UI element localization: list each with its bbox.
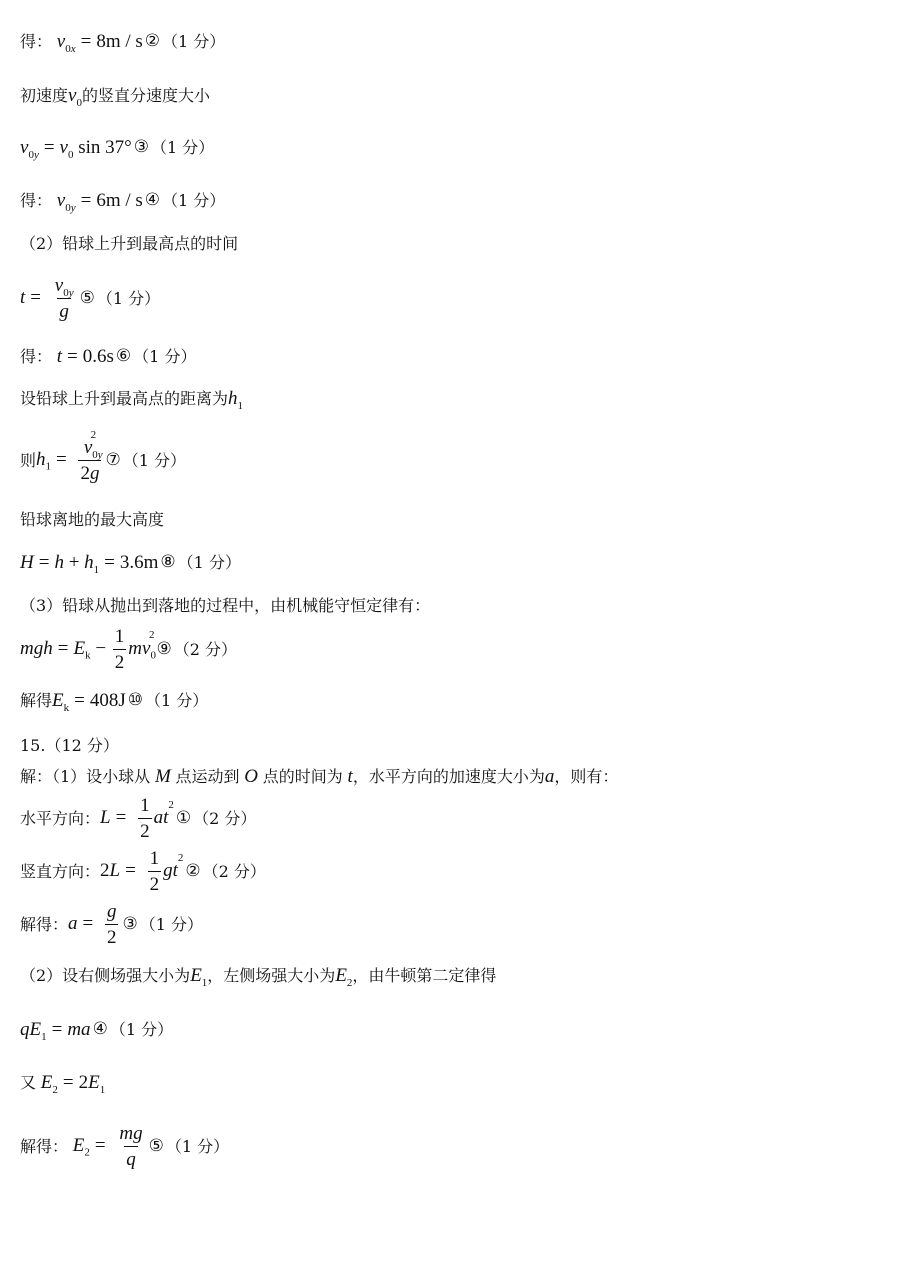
line-part3-heading [20, 598, 430, 614]
line-prefix: 得： [20, 346, 53, 366]
step-marker: ⑨ [156, 639, 172, 659]
line-prefix: 又 [20, 1072, 37, 1092]
formula: $h_1$ [228, 388, 244, 412]
text: （3）铅球从抛出到落地的过程中，由机械能守恒定律有： [20, 596, 431, 615]
line-v0y-value [20, 190, 226, 214]
line-vertical-velocity-intro [20, 85, 210, 109]
line-h1-intro [20, 388, 244, 412]
line-prefix: 水平方向： [20, 808, 101, 828]
text: 设铅球上升到最高点的距离为 [20, 388, 229, 408]
step-marker: ⑤ [79, 288, 95, 308]
formula: O [239, 766, 263, 787]
formula: M [150, 766, 176, 787]
formula: $v_0$ [68, 85, 82, 109]
text: ，水平方向的加速度大小为 [352, 766, 545, 786]
step-marker: ④ [144, 190, 161, 210]
line-prefix: 则 [20, 450, 37, 470]
step-marker: ① [175, 808, 192, 828]
text: 点的时间为 [262, 766, 343, 786]
score: （1 分） [162, 190, 226, 210]
line-a-value [20, 902, 203, 947]
score: （1 分） [96, 288, 161, 308]
formula: mgh = $E_k$ − $\frac{1}{2}$ $mv_0^2$ [20, 626, 156, 673]
text: 的竖直分速度大小 [81, 85, 210, 105]
formula: $H = h + h_1 = 3.6m$ [20, 552, 159, 576]
line-qe1 [20, 1019, 174, 1043]
text: 15.（12 分） [20, 736, 119, 755]
text: 点运动到 [175, 766, 240, 786]
step-marker: ⑩ [127, 690, 143, 710]
line-prefix: 得： [20, 31, 53, 51]
formula: t = $\frac{v_{0y}}{g}$ [20, 275, 74, 322]
score: （1 分） [165, 1136, 230, 1156]
score: （1 分） [177, 552, 241, 572]
line-part2-heading [20, 236, 238, 252]
formula: $E_2 = 2E_1$ [40, 1072, 106, 1096]
text: ，则有： [554, 766, 619, 786]
formula: a = $\frac{g}{2}$ [68, 901, 117, 948]
step-marker: ③ [133, 137, 150, 157]
line-h1-formula [20, 428, 187, 484]
line-ek-value [20, 690, 209, 714]
formula: $h_1$ = $\frac{v_{0y}^2}{2g}$ [36, 428, 103, 484]
formula: L = $\frac{1}{2}$ $at^2$ [100, 795, 174, 842]
text: ，由牛顿第二定律得 [352, 965, 497, 985]
score: （1 分） [139, 914, 204, 934]
line-prefix: 得： [20, 190, 53, 210]
text: 铅球离地的最大高度 [20, 510, 165, 529]
score: （1 分） [162, 31, 226, 51]
line-max-height [20, 552, 241, 576]
score: （1 分） [133, 346, 197, 366]
formula: $E_k = 408J$ [52, 690, 126, 714]
line-prefix: 解得： [20, 1136, 69, 1156]
formula: $v_{0y} = v_0$ sin 37° [20, 137, 132, 161]
step-marker: ② [144, 31, 161, 51]
step-marker: ⑤ [148, 1136, 164, 1156]
formula: $E_1$ [190, 965, 208, 989]
step-marker: ④ [92, 1019, 108, 1039]
line-e2-relation [20, 1072, 106, 1096]
line-time-formula [20, 276, 160, 321]
step-marker: ⑥ [115, 346, 132, 366]
line-e2-value [20, 1124, 229, 1169]
step-marker: ② [185, 861, 201, 881]
line-vertical [20, 849, 266, 894]
formula: $E_2$ = $\frac{mg}{q}$ [72, 1123, 143, 1170]
text: 初速度 [20, 85, 69, 105]
formula: t = 0.6s [56, 346, 114, 367]
question-15-heading [20, 738, 119, 754]
line-horizontal [20, 796, 256, 841]
step-marker: ⑧ [160, 552, 176, 572]
score: （2 分） [193, 808, 257, 828]
step-marker: ③ [122, 914, 138, 934]
score: （2 分） [173, 639, 237, 659]
line-v0y-eq [20, 137, 215, 161]
formula: $E_2$ [335, 965, 353, 989]
score: （2 分） [202, 861, 266, 881]
line-energy-eq [20, 627, 237, 672]
score: （1 分） [151, 137, 215, 157]
step-marker: ⑦ [105, 450, 121, 470]
line-v0x [20, 31, 226, 55]
score: （1 分） [122, 450, 187, 470]
line-q15-part1-intro [20, 767, 618, 786]
formula: $v_{0y} = 6m / s$ [56, 190, 143, 214]
line-prefix: 竖直方向： [20, 861, 101, 881]
text: ，左侧场强大小为 [207, 965, 336, 985]
formula: $v_{0x} = 8m / s$ [56, 31, 143, 55]
line-part2-fields [20, 965, 497, 989]
line-prefix: 解得： [20, 914, 69, 934]
line-max-height-intro [20, 512, 164, 528]
formula: a [544, 766, 555, 787]
score: （1 分） [145, 690, 209, 710]
score: （1 分） [109, 1019, 174, 1039]
line-time-value [20, 347, 196, 366]
text: （2）铅球上升到最高点的时间 [20, 234, 239, 253]
formula: $qE_1$ = ma [20, 1019, 91, 1043]
text: 解：（1）设小球从 [20, 766, 151, 786]
formula: 2L = $\frac{1}{2}$ $gt^2$ [100, 848, 184, 895]
text: （2）设右侧场强大小为 [20, 965, 191, 985]
formula: t [342, 766, 353, 787]
line-prefix: 解得 [20, 690, 53, 710]
